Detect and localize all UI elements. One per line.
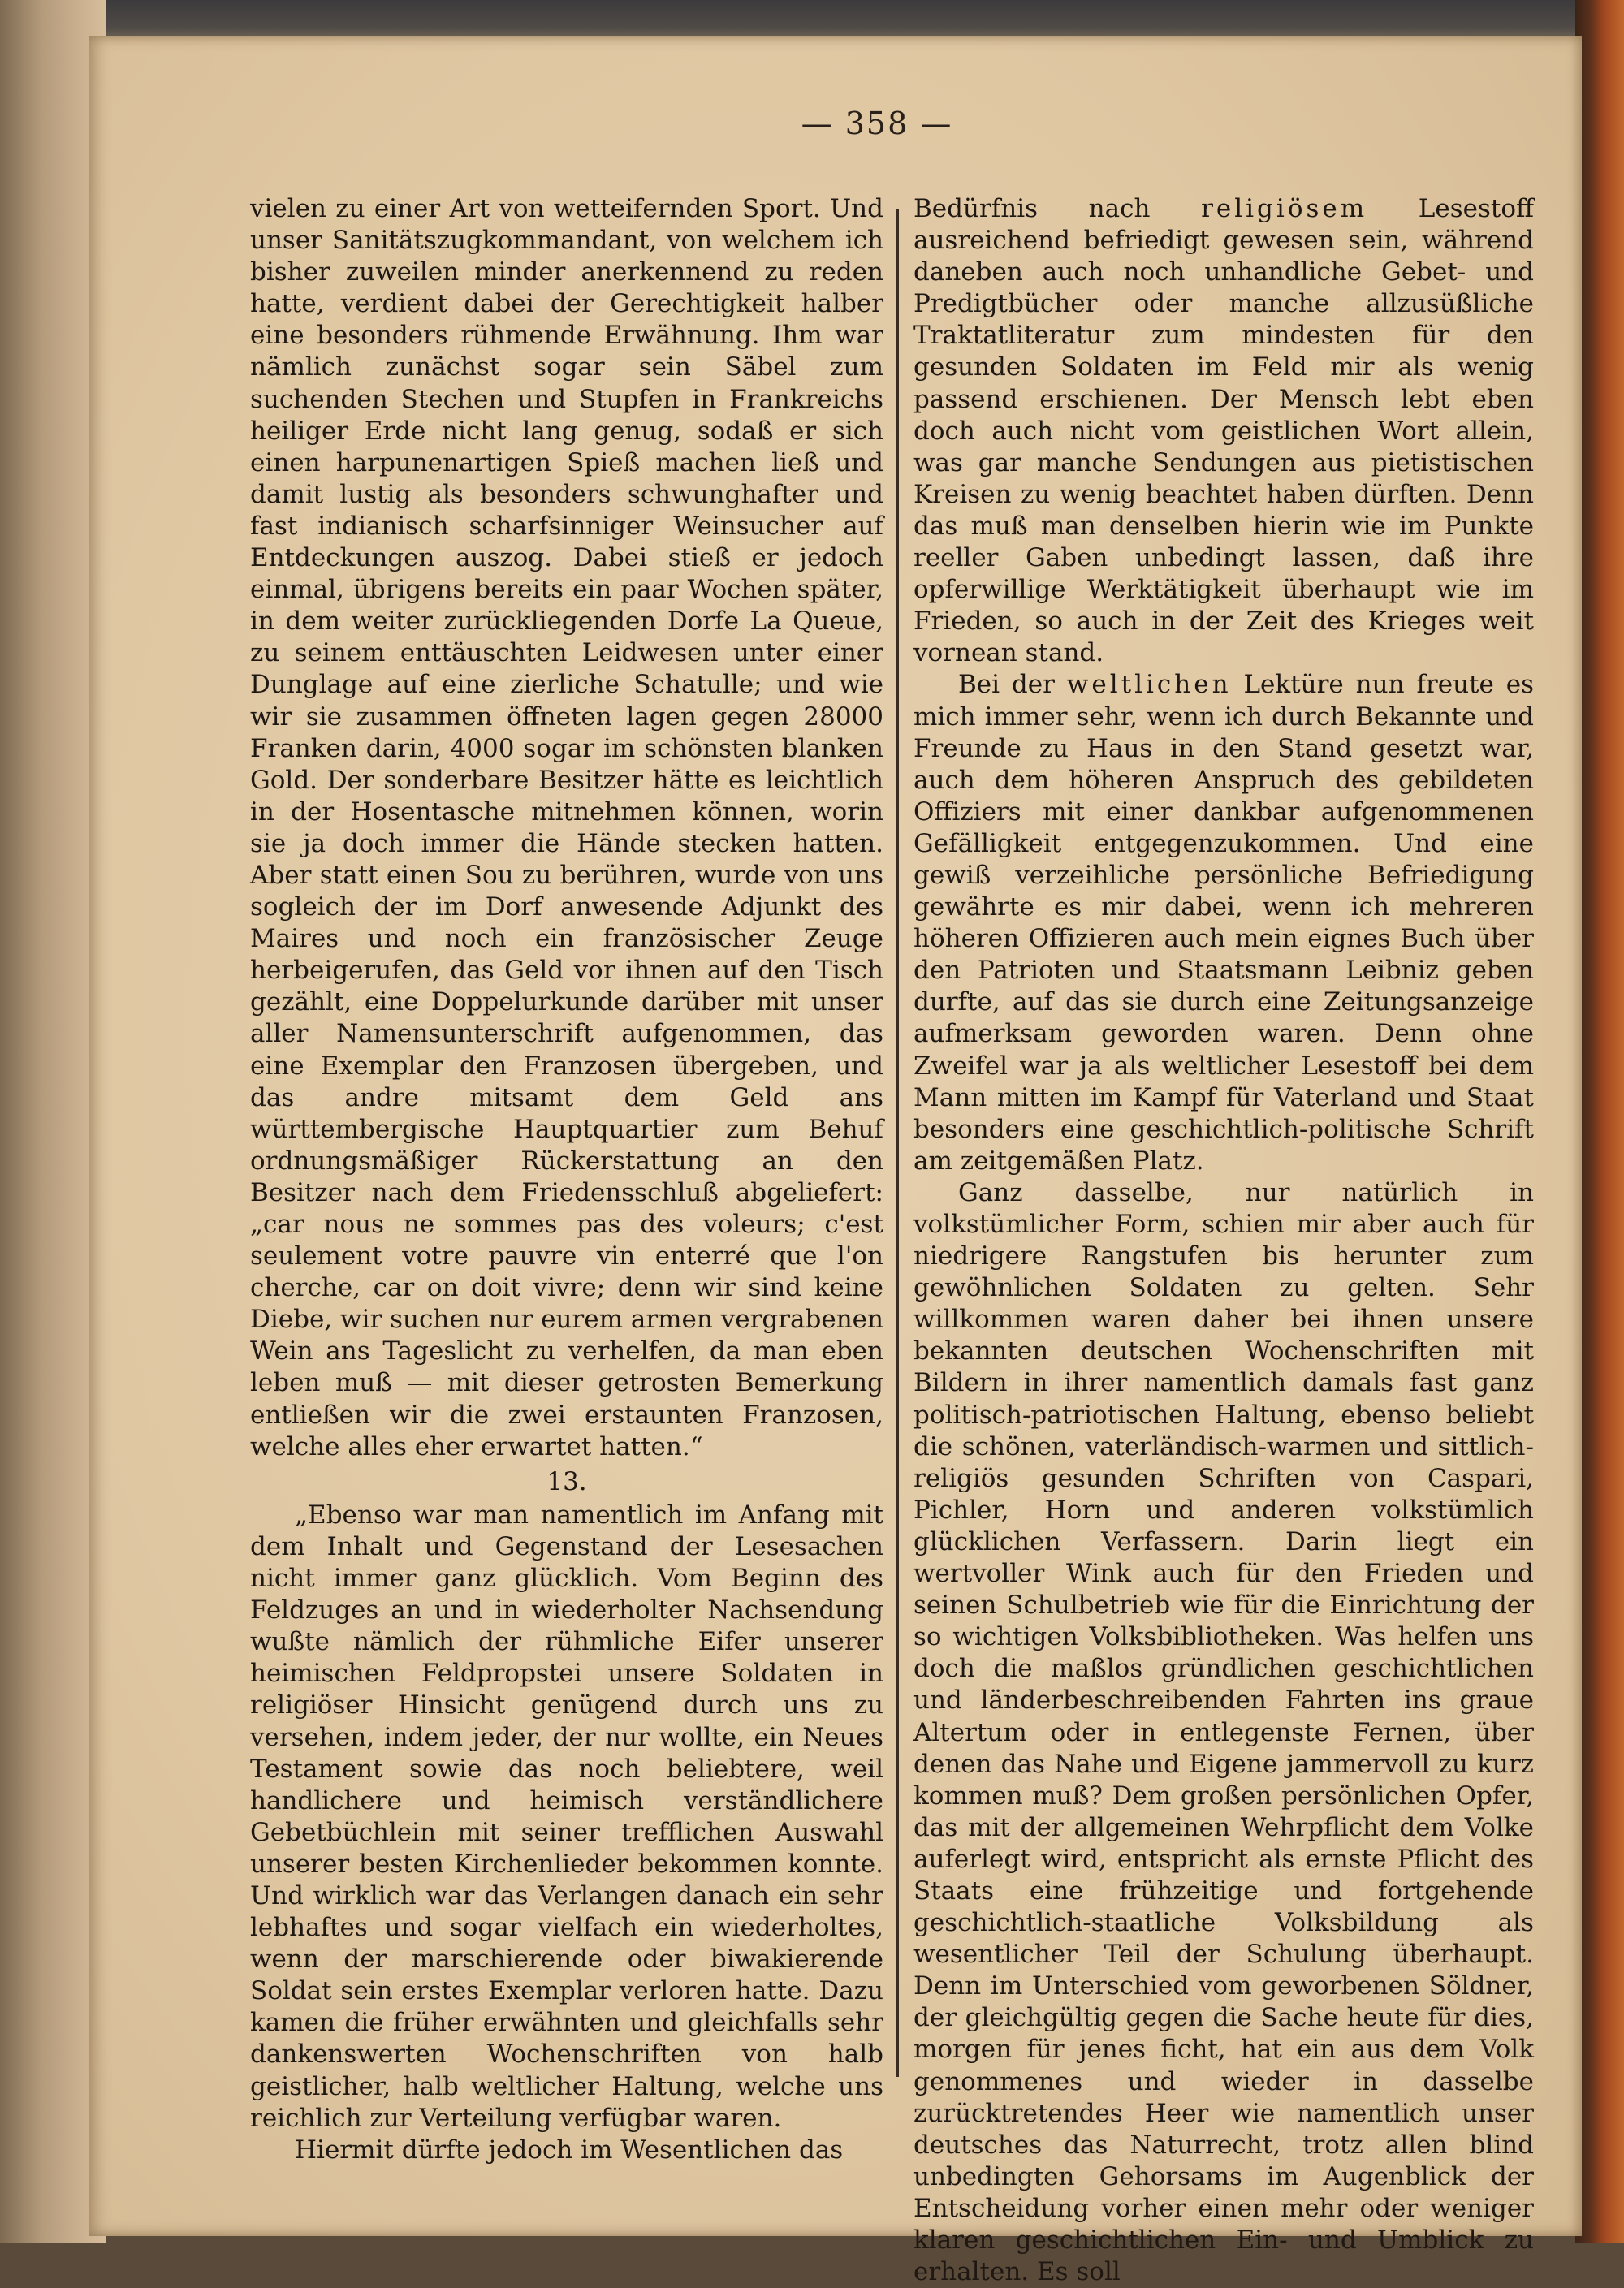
left-paragraph-2: „Ebenso war man namentlich im Anfang mit dem Inhalt und Gegenstand der Lesesachen nicht immer ganz glücklich. Vom Beginn des Feldzuges an und in wiederholter Nachsendung wußte nämlich der rühmliche Eifer unserer heimischen Feldpropstei unsere Soldaten in religiöser Hinsicht genügend durch uns zu versehen, indem jeder, der nur wollte, ein Neues Testament sowie das noch beliebtere, weil handlichere und heimisch verständlichere Gebetbüchlein mit seiner trefflichen Auswahl unserer besten Kirchenlieder bekommen konnte. Und wirklich war das Verlangen danach ein sehr lebhaftes und sogar vielfach ein wiederholtes, wenn der marschierende oder biwakierende Soldat sein erstes Exemplar verloren hatte. Dazu kamen die früher erwähnten und gleichfalls sehr dankenswerten Wochenschriften von halb geistlicher, halb weltlicher Haltung, welche uns reichlich zur Verteilung verfügbar waren. — [250, 1500, 883, 2133]
left-paragraph-1: vielen zu einer Art von wetteifernden Sport. Und unser Sanitätszugkommandant, von welchem ich bisher zuweilen minder anerkennend zu reden hatte, verdient dabei der Gerechtigkeit halber eine besonders rühmende Erwähnung. Ihm war nämlich zunächst sogar sein Säbel zum suchenden Stechen und Stupfen in Frankreichs heiliger Erde nicht lang genug, sodaß er sich einen harpunenartigen Spieß machen ließ und damit lustig als besonders schwunghafter und fast indianisch scharfsinniger Weinsucher auf Entdeckungen auszog. Dabei stieß er jedoch einmal, übrigens bereits ein paar Wochen später, in dem weiter zurückliegenden Dorfe La Queue, zu seinem enttäuschten Leidwesen unter einer Dunglage auf eine zierliche Schatulle; und wie wir sie zusammen öffneten lagen gegen 28000 Franken darin, 4000 sogar im schönsten blanken Gold. Der sonderbare Besitzer hätte es leichtlich in der Hosentasche mitnehmen können, worin sie ja doch immer die Hände stecken hatten. Aber statt einen Sou zu berühren, wurde von uns sogleich der im Dorf anwesende Adjunkt des Maires und noch ein französischer Zeuge herbeigerufen, das Geld vor ihnen auf den Tisch gezählt, eine Doppelurkunde darüber mit unser aller Namensunterschrift aufgenommen, das eine Exemplar den Franzosen übergeben, und das andre mitsamt dem Geld ans württembergische Hauptquartier zum Behuf ordnungsmäßiger Rückerstattung an den Besitzer nach dem Friedensschluß abgeliefert: „car nous ne sommes pas des voleurs; c'est seulement votre pauvre vin enterré que l'on cherche, car on doit vivre; denn wir sind keine Diebe, wir suchen nur eurem armen vergrabenen Wein ans Tageslicht zu verhelfen, da man eben leben muß — mit dieser getrosten Bemerkung entließen wir die zwei erstaunten Franzosen, welche alles eher erwartet hatten.“ — [250, 194, 883, 1461]
right-p1-start: Bedürfnis nach — [914, 194, 1202, 223]
right-p2-emphasis: weltlichen — [1066, 670, 1232, 700]
right-p2-start: Bei der — [958, 670, 1067, 700]
left-paragraph-3: Hiermit dürfte jedoch im Wesentlichen das — [295, 2135, 844, 2165]
right-p1-rest: Lesestoff ausreichend befriedigt gewesen sein, während daneben auch noch unhandliche Gebet- und Predigtbücher oder manche allzusüßliche Traktatliteratur zum mindesten für den gesunden Soldaten im Feld mir als wenig passend erschienen. Der Mensch lebt eben doch auch nicht vom geistlichen Wort allein, was gar manche Sendungen aus pietistischen Kreisen zu wenig beachtet haben dürften. Denn das muß man denselben hierin wie im Punkte reeller Gaben unbedingt lassen, daß ihre opferwillige Werktätigkeit überhaupt wie im Frieden, so auch in der Zeit des Krieges weit vornean stand. — [914, 194, 1535, 668]
right-p1-emphasis: religiösem — [1201, 194, 1368, 223]
right-column — [914, 193, 1534, 2288]
book-edge-right — [1575, 0, 1624, 2243]
column-divider — [896, 209, 899, 2077]
right-paragraph-3: Ganz dasselbe, nur natürlich in volkstümlicher Form, schien mir aber auch für niedrigere Rangstufen bis herunter zum gewöhnlichen Soldaten zu gelten. Sehr willkommen waren daher bei ihnen unsere bekannten deutschen Wochenschriften mit Bildern in ihrer namentlich damals fast ganz politisch-patriotischen Haltung, ebenso beliebt die schönen, vaterländisch-warmen und sittlich-religiös gesunden Schriften von Caspari, Pichler, Horn und anderen volkstümlich glücklichen Verfassern. Darin liegt ein wertvoller Wink auch für den Frieden und seinen Schulbetrieb wie für die Einrichtung der so wichtigen Volksbibliotheken. Was helfen uns doch die maßlos gründlichen geschichtlichen und länderbeschreibenden Fahrten ins graue Altertum oder in entlegenste Fernen, über denen das Nahe und Eigene jammervoll zu kurz kommen muß? Dem großen persönlichen Opfer, das mit der allgemeinen Wehrpflicht dem Volke auferlegt wird, entspricht als ernste Pflicht des Staats eine frühzeitige und fortgehende geschichtlich-staatliche Volksbildung als wesentlicher Teil der Schulung überhaupt. Denn im Unterschied vom geworbenen Söldner, der gleichgültig gegen die Sache heute für dies, morgen für jenes ficht, hat ein aus dem Volk genommenes und wieder in dasselbe zurücktretendes Heer wie namentlich unser deutsches das Naturrecht, trotz allen blind unbedingten Gehorsams im Augenblick der Entscheidung vorher einen mehr oder weniger klaren geschichtlichen Ein- und Umblick zu erhalten. Es soll — [914, 1177, 1534, 2287]
book-edge-top — [0, 0, 1624, 39]
right-paragraph-1 — [914, 193, 1534, 669]
section-number: 13. — [546, 1466, 587, 1496]
right-paragraph-2 — [914, 669, 1534, 1177]
left-column — [250, 193, 883, 2166]
right-p2-rest: Lektüre nun freute es mich immer sehr, wenn ich durch Bekannte und Freunde zu Haus in den Stand gesetzt war, auch dem höheren Anspruch des gebildeten Offiziers mit einer dankbar aufgenommenen Gefälligkeit entgegenzukommen. Und eine gewiß verzeihliche persönliche Befriedigung gewährte es mir dabei, wenn ich mehreren höheren Offizieren auch mein eignes Buch über den Patrioten und Staatsmann Leibniz geben durfte, auf das sie durch eine Zeitungsanzeige aufmerksam geworden waren. Denn ohne Zweifel war ja als weltlicher Lesestoff bei dem Mann mitten im Kampf für Vaterland und Staat besonders eine geschichtlich-politische Schrift am zeitgemäßen Platz. — [914, 670, 1535, 1176]
page-number: — 358 — — [801, 106, 953, 141]
